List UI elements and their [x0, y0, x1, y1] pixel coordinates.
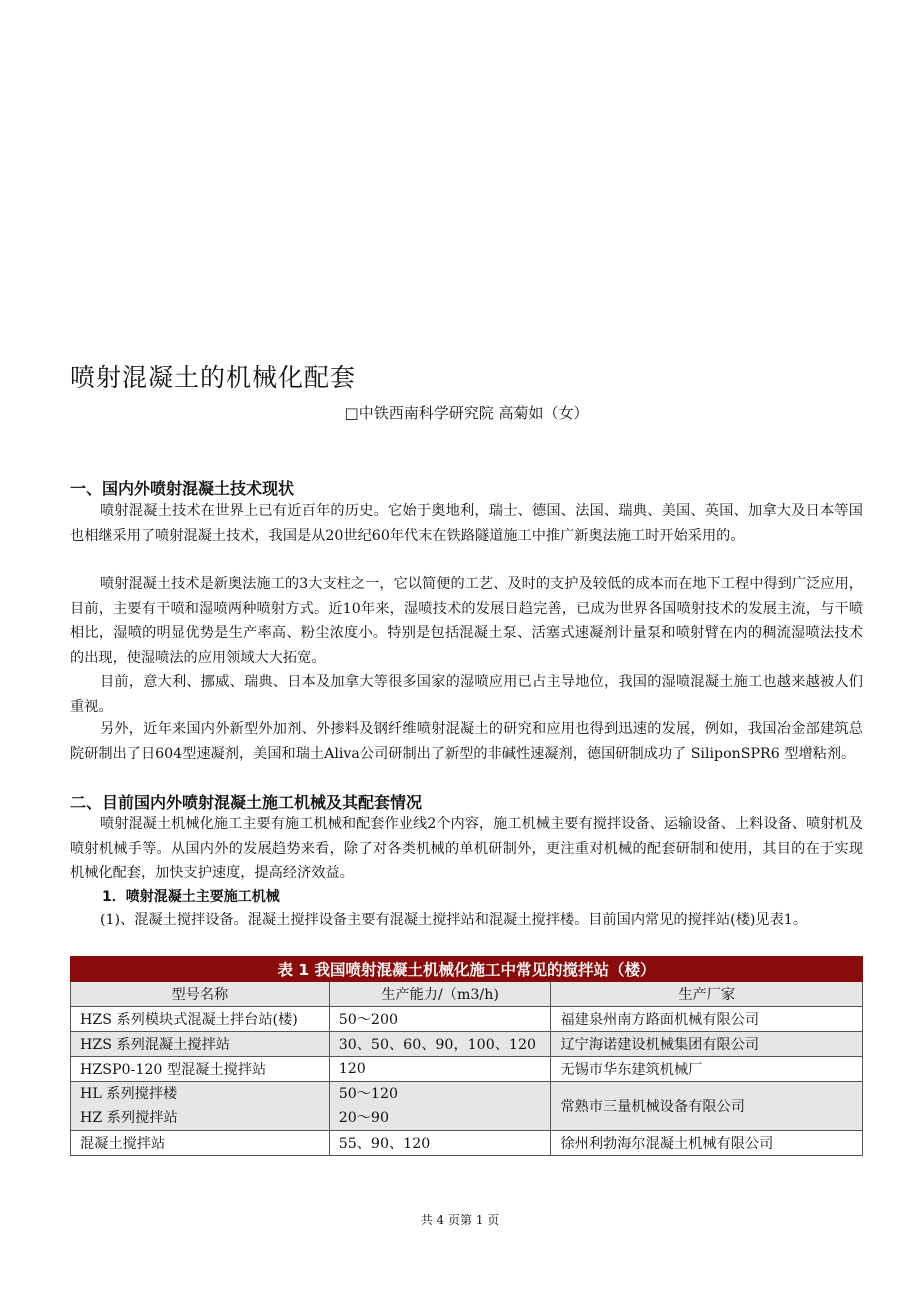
maker-cell: 常熟市三量机械设备有限公司 — [551, 1082, 863, 1131]
section-2-heading: 二、目前国内外喷射混凝土施工机械及其配套情况 — [70, 793, 423, 812]
author-line: □中铁西南科学研究院 高菊如（女） — [344, 404, 589, 422]
capacity-cell — [329, 1082, 551, 1131]
capacity-value: 20～90 — [338, 1110, 389, 1126]
paragraph: 喷射混凝土技术在世界上已有近百年的历史。它始于奥地利，瑞士、德国、法国、瑞典、美国、英国、加拿大及日本等国也相继采用了喷射混凝土技术，我国是从20世纪60年代末在铁路隧道施工中推广新奥法施工时开始采用的。 — [70, 503, 863, 544]
maker-cell: 福建泉州南方路面机械有限公司 — [551, 1007, 863, 1032]
model-name: HZ 系列搅拌站 — [80, 1110, 178, 1126]
table-caption: 表 1 我国喷射混凝土机械化施工中常见的搅拌站（楼） — [71, 957, 863, 982]
table-row — [71, 1032, 863, 1057]
paragraph: 目前，意大利、挪威、瑞典、日本及加拿大等很多国家的湿喷应用已占主导地位，我国的湿喷混凝土施工也越来越被人们重视。 — [70, 674, 863, 715]
capacity-cell: 30、50、60、90，100、120 — [329, 1032, 551, 1057]
paragraph: 喷射混凝土机械化施工主要有施工机械和配套作业线2个内容，施工机械主要有搅拌设备、运输设备、上料设备、喷射机及喷射机械手等。从国内外的发展趋势来看，除了对各类机械的单机研制外，更注重对机械的配套研制和使用，其目的在于实现机械化配套，加快支护速度，提高经济效益。 — [70, 816, 863, 881]
maker-cell: 辽宁海诺建设机械集团有限公司 — [551, 1032, 863, 1057]
capacity-cell: 55、90、120 — [329, 1131, 551, 1156]
capacity-cell: 50～200 — [329, 1007, 551, 1032]
table-row — [71, 1131, 863, 1156]
table-header-cell: 生产厂家 — [551, 982, 863, 1007]
table-header-row — [71, 982, 863, 1007]
maker-cell: 无锡市华东建筑机械厂 — [551, 1057, 863, 1082]
capacity-value: 50～120 — [338, 1086, 399, 1102]
document-page — [70, 0, 863, 1302]
capacity-cell: 120 — [329, 1057, 551, 1082]
document-title: 喷射混凝土的机械化配套 — [70, 363, 357, 392]
model-cell: HZS 系列模块式混凝土拌台站(楼) — [71, 1007, 330, 1032]
table-header-cell: 生产能力/（m3/h) — [329, 982, 551, 1007]
subsection-1-heading: 1．喷射混凝土主要施工机械 — [102, 889, 280, 905]
maker-cell: 徐州利勃海尔混凝土机械有限公司 — [551, 1131, 863, 1156]
paragraph: 喷射混凝土技术是新奥法施工的3大支柱之一，它以简便的工艺、及时的支护及较低的成本而在地下工程中得到广泛应用，目前，主要有干喷和湿喷两种喷射方式。近10年来，湿喷技术的发展日趋完善，已成为世界各国喷射技术的发展主流，与干喷相比，湿喷的明显优势是生产率高、粉尘浓度小。特别是包括混凝土泵、活塞式速凝剂计量泵和喷射臂在内的稠流湿喷法技术的出现，使湿喷法的应用领域大大拓宽。 — [70, 576, 863, 666]
model-cell: HZSP0-120 型混凝土搅拌站 — [71, 1057, 330, 1082]
table-row — [71, 1057, 863, 1082]
table-header-cell: 型号名称 — [71, 982, 330, 1007]
model-cell — [71, 1082, 330, 1131]
paragraph: 另外，近年来国内外新型外加剂、外掺料及钢纤维喷射混凝土的研究和应用也得到迅速的发展，例如，我国冶金部建筑总院研制出了日604型速凝剂，美国和瑞土Aliva公司研制出了新型的非碱性速凝剂，德国研制成功了 SiliponSPR6 型增粘剂。 — [70, 721, 863, 762]
model-name: HL 系列搅拌楼 — [80, 1086, 178, 1102]
table-row — [71, 1007, 863, 1032]
page-footer: 共 4 页第 1 页 — [420, 1213, 500, 1227]
paragraph: (1)、混凝土搅拌设备。混凝土搅拌设备主要有混凝土搅拌站和混凝土搅拌楼。目前国内常见的搅拌站(楼)见表1。 — [100, 912, 808, 928]
model-cell: HZS 系列混凝土搅拌站 — [71, 1032, 330, 1057]
mixing-station-table — [70, 956, 863, 1156]
section-1-heading: 一、国内外喷射混凝土技术现状 — [70, 479, 295, 498]
model-cell: 混凝土搅拌站 — [71, 1131, 330, 1156]
table-caption-row — [71, 957, 863, 982]
table-row — [71, 1082, 863, 1131]
